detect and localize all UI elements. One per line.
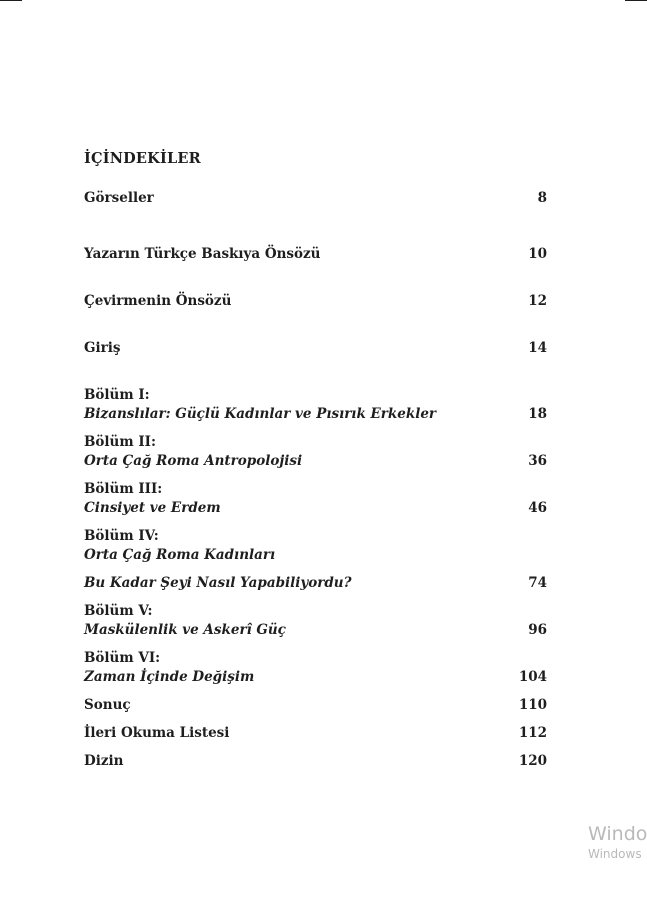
chapter-number: Bölüm III: [84,481,163,497]
toc-page-number: 112 [518,725,547,741]
toc-entry-title: Yazarın Türkçe Baskıya Önsözü [84,246,321,262]
chapter-title: Zaman İçinde Değişim [84,669,255,685]
toc-page-number: 36 [528,453,547,469]
toc-entry-title: Dizin [84,753,124,769]
toc-page-number: 110 [518,697,547,713]
chapter-number: Bölüm IV: [84,528,159,544]
toc-entry-title: Çevirmenin Önsözü [84,293,232,309]
windows-activation-watermark [588,823,647,863]
toc-page-number: 96 [528,622,547,638]
chapter-title: Maskülenlik ve Askerî Güç [84,622,286,638]
chapter-title: Cinsiyet ve Erdem [84,500,221,516]
toc-entry-title: Görseller [84,190,154,206]
chapter-subtitle: Bu Kadar Şeyi Nasıl Yapabiliyordu? [84,575,352,591]
toc-entry-title: Sonuç [84,697,131,713]
toc-heading: İÇİNDEKİLER [84,150,201,167]
toc-entry-title: Giriş [84,340,121,356]
toc-page-number: 74 [528,575,547,591]
toc-page-number: 14 [528,340,547,356]
toc-page-number: 46 [528,500,547,516]
chapter-title: Orta Çağ Roma Kadınları [84,547,276,563]
chapter-number: Bölüm II: [84,434,156,450]
toc-page-number: 12 [528,293,547,309]
chapter-number: Bölüm V: [84,603,153,619]
chapter-number: Bölüm VI: [84,650,161,666]
toc-entry-title: İleri Okuma Listesi [84,725,230,741]
toc-page-number: 10 [528,246,547,262]
watermark-line-2: Windows [588,847,642,861]
crop-mark-left [0,0,22,1]
chapter-number: Bölüm I: [84,387,150,403]
toc-page-number: 120 [518,753,547,769]
toc-page-number: 18 [528,406,547,422]
crop-mark-right [625,0,647,1]
chapter-title: Orta Çağ Roma Antropolojisi [84,453,303,469]
toc-page-number: 8 [537,190,547,206]
watermark-line-1: Windo [588,823,647,845]
chapter-title: Bizanslılar: Güçlü Kadınlar ve Pısırık Erkekler [84,406,437,422]
toc-page-number: 104 [518,669,547,685]
